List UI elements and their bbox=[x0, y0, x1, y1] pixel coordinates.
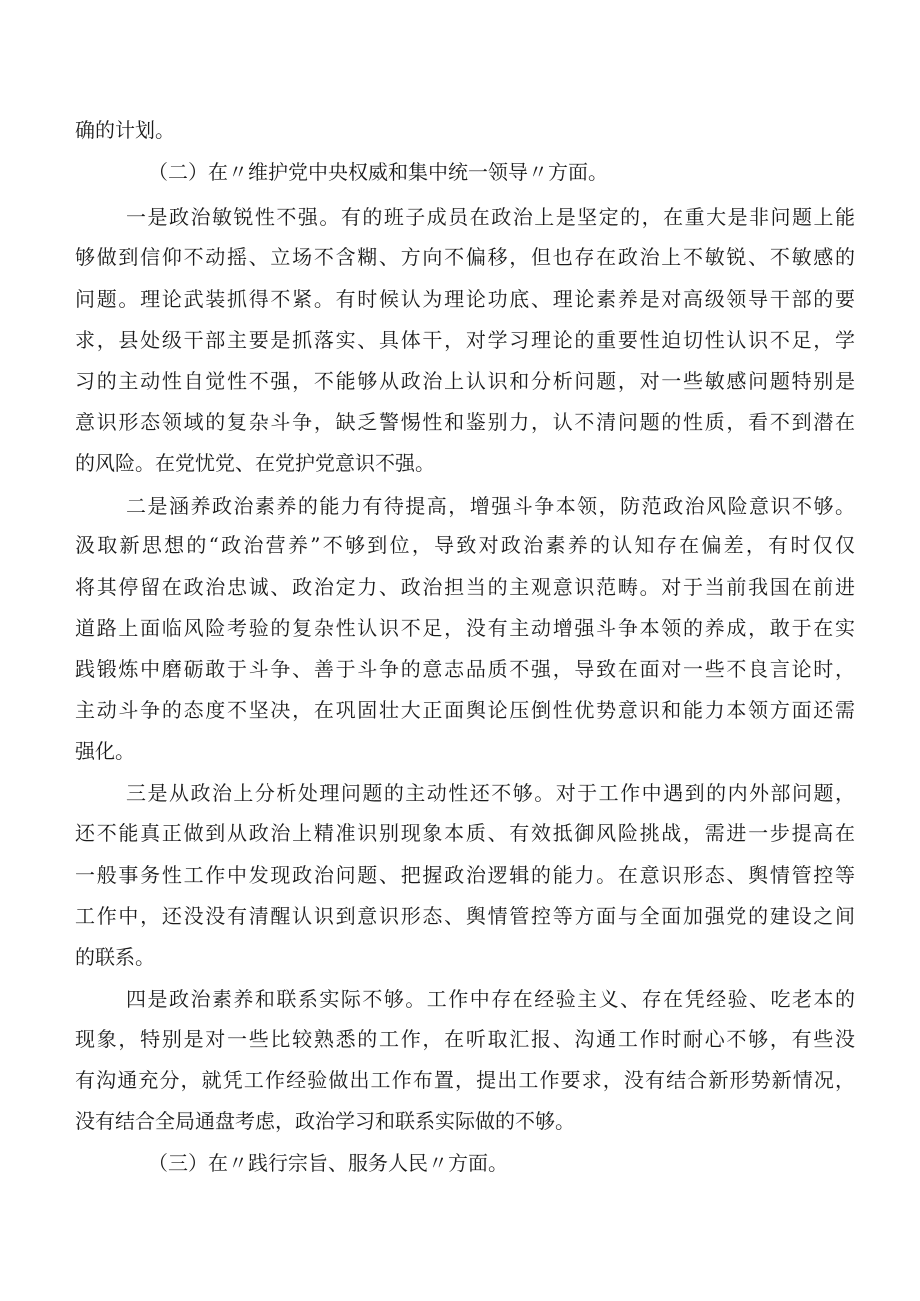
paragraph-line: 汲取新思想的“政治营养”不够到位，导致对政治素养的认知存在偏差，有时仅仅 bbox=[75, 533, 855, 557]
paragraph-line: 道路上面临风险考验的复杂性认识不足，没有主动增强斗争本领的养成，敢于在实 bbox=[75, 616, 855, 640]
paragraph-line: 一般事务性工作中发现政治问题、把握政治逻辑的能力。在意识形态、舆情管控等 bbox=[75, 863, 855, 887]
paragraph-line: 一是政治敏锐性不强。有的班子成员在政治上是坚定的，在重大是非问题上能 bbox=[126, 205, 855, 229]
paragraph-line: 意识形态领域的复杂斗争，缺乏警惕性和鉴别力，认不清问题的性质，看不到潜在 bbox=[75, 410, 855, 434]
paragraph-line: 主动斗争的态度不坚决，在巩固壮大正面舆论压倒性优势意识和能力本领方面还需 bbox=[75, 698, 855, 722]
paragraph-line: 求，县处级干部主要是抓落实、具体干，对学习理论的重要性迫切性认识不足，学 bbox=[75, 328, 855, 352]
paragraph-line: 习的主动性自觉性不强，不能够从政治上认识和分析问题，对一些敏感问题特别是 bbox=[75, 369, 855, 393]
paragraph-line: 二是涵养政治素养的能力有待提高，增强斗争本领，防范政治风险意识不够。 bbox=[126, 494, 855, 518]
paragraph-line: 够做到信仰不动摇、立场不含糊、方向不偏移，但也存在政治上不敏锐、不敏感的 bbox=[75, 245, 855, 269]
paragraph-line: 的风险。在党忧党、在党护党意识不强。 bbox=[75, 451, 435, 475]
section-heading-2: （二）在〃维护党中央权威和集中统一领导〃方面。 bbox=[148, 160, 608, 184]
section-heading-3: （三）在〃践行宗旨、服务人民〃方面。 bbox=[148, 1151, 508, 1175]
paragraph-line: 三是从政治上分析处理问题的主动性还不够。对于工作中遇到的内外部问题， bbox=[126, 781, 855, 805]
paragraph-line: 没有结合全局通盘考虑，政治学习和联系实际做的不够。 bbox=[75, 1109, 575, 1133]
paragraph-line: 问题。理论武装抓得不紧。有时候认为理论功底、理论素养是对高级领导干部的要 bbox=[75, 287, 855, 311]
paragraph-line: 还不能真正做到从政治上精准识别现象本质、有效抵御风险挑战，需进一步提高在 bbox=[75, 821, 855, 845]
paragraph-line: 的联系。 bbox=[75, 945, 155, 969]
paragraph-line: 将其停留在政治忠诚、政治定力、政治担当的主观意识范畴。对于当前我国在前进 bbox=[75, 575, 855, 599]
paragraph-line: 强化。 bbox=[75, 739, 135, 763]
paragraph-line: 有沟通充分，就凭工作经验做出工作布置，提出工作要求，没有结合新形势新情况， bbox=[75, 1068, 855, 1092]
continuation-line: 确的计划。 bbox=[75, 118, 175, 142]
paragraph-line: 现象，特别是对一些比较熟悉的工作，在听取汇报、沟通工作时耐心不够，有些没 bbox=[75, 1027, 855, 1051]
paragraph-line: 践锻炼中磨砺敢于斗争、善于斗争的意志品质不强，导致在面对一些不良言论时， bbox=[75, 657, 855, 681]
paragraph-line: 四是政治素养和联系实际不够。工作中存在经验主义、存在凭经验、吃老本的 bbox=[126, 987, 855, 1011]
paragraph-line: 工作中，还没没有清醒认识到意识形态、舆情管控等方面与全面加强党的建设之间 bbox=[75, 904, 855, 928]
